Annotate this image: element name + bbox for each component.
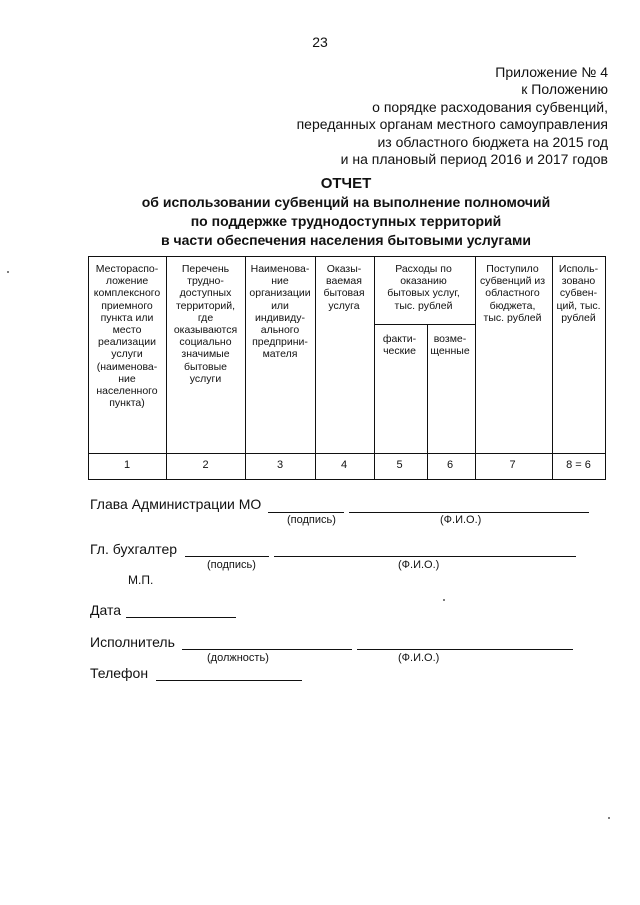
appendix-line: о порядке расходования субвенций, [372,98,608,115]
appendix-header [297,64,608,168]
appendix-line: из областного бюджета на 2015 год [377,133,608,150]
header-text-line: реализации [98,336,156,349]
header-text-line: социально [179,336,232,349]
header-text-line: значимые [181,348,230,361]
header-text-line: населенного [96,385,158,398]
accountant-signature-hint: (подпись) [207,559,256,571]
header-text-line: ние [271,275,289,288]
header-text-line: факти- [382,333,417,345]
header-text-line: ложение [105,275,149,288]
header-text-line: Исполь- [558,263,599,275]
header-text-line: услуга [328,299,360,312]
report-title-line: об использовании субвенций на выполнение полномочий [141,194,551,210]
header-text-line: ческие [383,345,416,358]
column-number: 8 = 6 [566,459,591,471]
appendix-line: к Положению [521,81,608,98]
accountant-label: Гл. бухгалтер [90,541,178,557]
table-header-received [474,263,551,324]
header-text-line: приемного [101,299,153,312]
header-text-line: территорий, [175,299,236,312]
column-number: 7 [509,459,516,471]
header-text-line: доступных [179,287,232,300]
executor-name-line[interactable] [357,649,573,650]
header-text-line: ального [260,324,300,337]
header-text-line: рублей [561,311,596,324]
table-header-location [88,263,166,409]
accountant-signature-line[interactable] [185,556,269,557]
header-text-line: где [197,311,214,324]
table-header-territories [166,263,245,385]
table-header-used [551,263,606,324]
header-text-line: областного [485,287,540,300]
header-text-line: бюджета, [489,299,536,312]
header-text-line: ние [118,372,136,385]
table-header-expenses [373,263,474,312]
phone-label: Телефон [90,665,149,681]
header-text-line: пункта) [109,397,145,410]
table-grid-line [89,453,605,454]
column-number: 6 [446,459,454,471]
header-text-line: Оказы- [326,263,362,275]
appendix-line: переданных органам местного самоуправления [296,116,608,133]
report-title-line: по поддержке труднодоступных территорий [190,213,502,229]
stamp-label: М.П. [128,573,154,587]
phone-line[interactable] [156,680,302,681]
header-text-line: организации [249,287,311,300]
executor-position-line[interactable] [182,649,352,650]
table-header-reimbursed [426,333,474,357]
executor-name-hint: (Ф.И.О.) [398,652,440,664]
header-text-line: Наименова- [250,263,310,275]
appendix-line: Приложение № 4 [495,64,608,80]
header-text-line: индивиду- [255,311,305,324]
header-text-line: тыс. рублей [483,311,542,324]
header-text-line: бытовых услуг, [387,287,460,300]
executor-label: Исполнитель [90,634,175,650]
header-text-line: ций, тыс. [556,299,601,312]
head-signature-line[interactable] [268,512,344,513]
column-number: 4 [340,459,348,471]
table-header-actual [373,333,426,357]
head-name-line[interactable] [349,512,589,513]
header-text-line: субвенций из [479,275,546,288]
header-text-line: тыс. рублей [394,299,453,312]
header-text-line: Поступило [486,263,539,275]
scan-speck [7,271,9,273]
head-signature-hint: (подпись) [287,514,336,526]
header-text-line: услуги [111,348,143,361]
header-text-line: (наименова- [96,360,158,373]
date-line[interactable] [126,617,236,618]
header-text-line: мателя [262,348,298,361]
header-text-line: оказываются [173,324,238,337]
appendix-line: и на плановый период 2016 и 2017 годов [340,151,608,168]
accountant-name-hint: (Ф.И.О.) [398,559,440,571]
table-header-service [315,263,373,312]
table-grid-line [374,324,475,325]
header-text-line: пункта или [100,311,154,324]
column-number: 5 [396,459,403,471]
header-text-line: трудно- [187,275,224,288]
accountant-name-line[interactable] [274,556,576,557]
scan-speck [443,599,445,601]
header-text-line: комплексного [93,287,161,300]
header-text-line: бытовые [183,360,228,373]
page-number: 23 [312,34,328,50]
scan-speck [608,817,610,819]
column-number: 3 [276,459,284,471]
header-text-line: предприни- [252,336,308,349]
executor-position-hint: (должность) [207,652,269,664]
header-text-line: субвен- [559,287,598,300]
report-title [0,174,640,250]
date-label: Дата [90,602,122,618]
header-text-line: место [112,324,142,337]
column-number: 2 [202,459,209,471]
head-label: Глава Администрации МО [90,496,262,512]
report-title-heading: ОТЧЕТ [320,175,372,192]
report-title-line: в части обеспечения населения бытовыми услугами [160,232,532,248]
table-header-organization [245,263,315,361]
header-text-line: или [271,299,289,312]
header-text-line: Перечень [181,263,230,275]
header-text-line: Местораспо- [95,263,159,275]
header-text-line: щенные [430,345,470,358]
header-text-line: Расходы по [395,263,452,275]
header-text-line: зовано [561,275,596,288]
header-text-line: оказанию [400,275,447,288]
header-text-line: услуги [189,372,222,385]
header-text-line: ваемая [326,275,362,288]
header-text-line: возме- [433,333,467,345]
column-number: 1 [123,459,131,471]
head-name-hint: (Ф.И.О.) [440,514,482,526]
header-text-line: бытовая [323,287,365,300]
